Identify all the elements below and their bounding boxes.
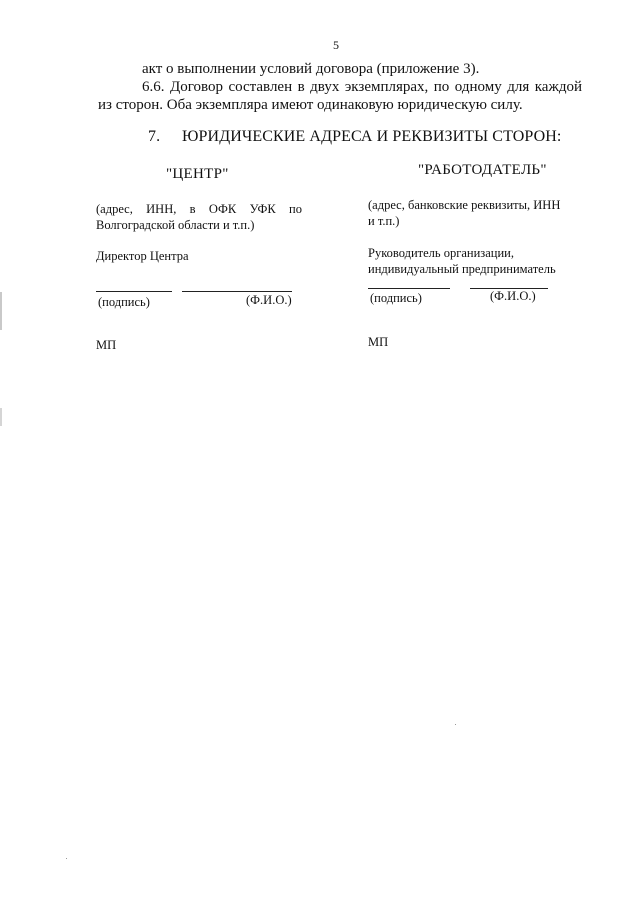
paragraph-line-2 [142, 78, 582, 96]
left-details-line-1 [96, 201, 302, 217]
word: в [189, 202, 196, 216]
word: (адрес, [96, 202, 133, 216]
right-signature-label: (подпись) [370, 291, 422, 305]
left-party-name: "ЦЕНТР" [166, 166, 229, 182]
word: ОФК [208, 202, 237, 216]
paragraph-line-1: акт о выполнении условий договора (приложение 3). [142, 61, 480, 77]
word: ИНН, [146, 202, 177, 216]
section-title: ЮРИДИЧЕСКИЕ АДРЕСА И РЕКВИЗИТЫ СТОРОН: [182, 128, 562, 145]
right-position-line-2: индивидуальный предприниматель [368, 262, 556, 276]
word: двух [310, 79, 340, 95]
right-position-line-1: Руководитель организации, [368, 246, 514, 260]
word: каждой [534, 79, 582, 95]
word: Договор [169, 79, 223, 95]
right-party-name: "РАБОТОДАТЕЛЬ" [418, 162, 547, 178]
paragraph-line-3: из сторон. Оба экземпляра имеют одинаковую юридическую силу. [98, 97, 523, 113]
left-signature-line [96, 291, 172, 292]
scan-edge-mark [0, 408, 2, 426]
word: по [433, 79, 450, 95]
word: составлен [228, 79, 293, 95]
right-fio-label: (Ф.И.О.) [490, 289, 536, 303]
word: 6.6. [142, 79, 165, 95]
section-number: 7. [148, 128, 161, 145]
left-signature-label: (подпись) [98, 295, 150, 309]
section-heading [148, 128, 561, 146]
word: УФК [249, 202, 276, 216]
scan-edge-mark [0, 292, 2, 330]
right-details-line-2: и т.п.) [368, 214, 400, 228]
scan-speck [66, 858, 67, 859]
scan-speck [455, 724, 456, 725]
left-fio-label: (Ф.И.О.) [246, 293, 292, 307]
right-signature-line [368, 288, 450, 289]
word: экземплярах, [344, 79, 429, 95]
word: в [297, 79, 305, 95]
left-details-line-2: Волгоградской области и т.п.) [96, 218, 255, 232]
right-details-line-1: (адрес, банковские реквизиты, ИНН [368, 198, 561, 212]
left-position: Директор Центра [96, 249, 189, 263]
word: по [289, 202, 302, 216]
right-stamp-label: МП [368, 335, 389, 349]
page-number: 5 [333, 38, 339, 52]
word: для [507, 79, 530, 95]
word: одному [454, 79, 502, 95]
left-stamp-label: МП [96, 338, 117, 352]
